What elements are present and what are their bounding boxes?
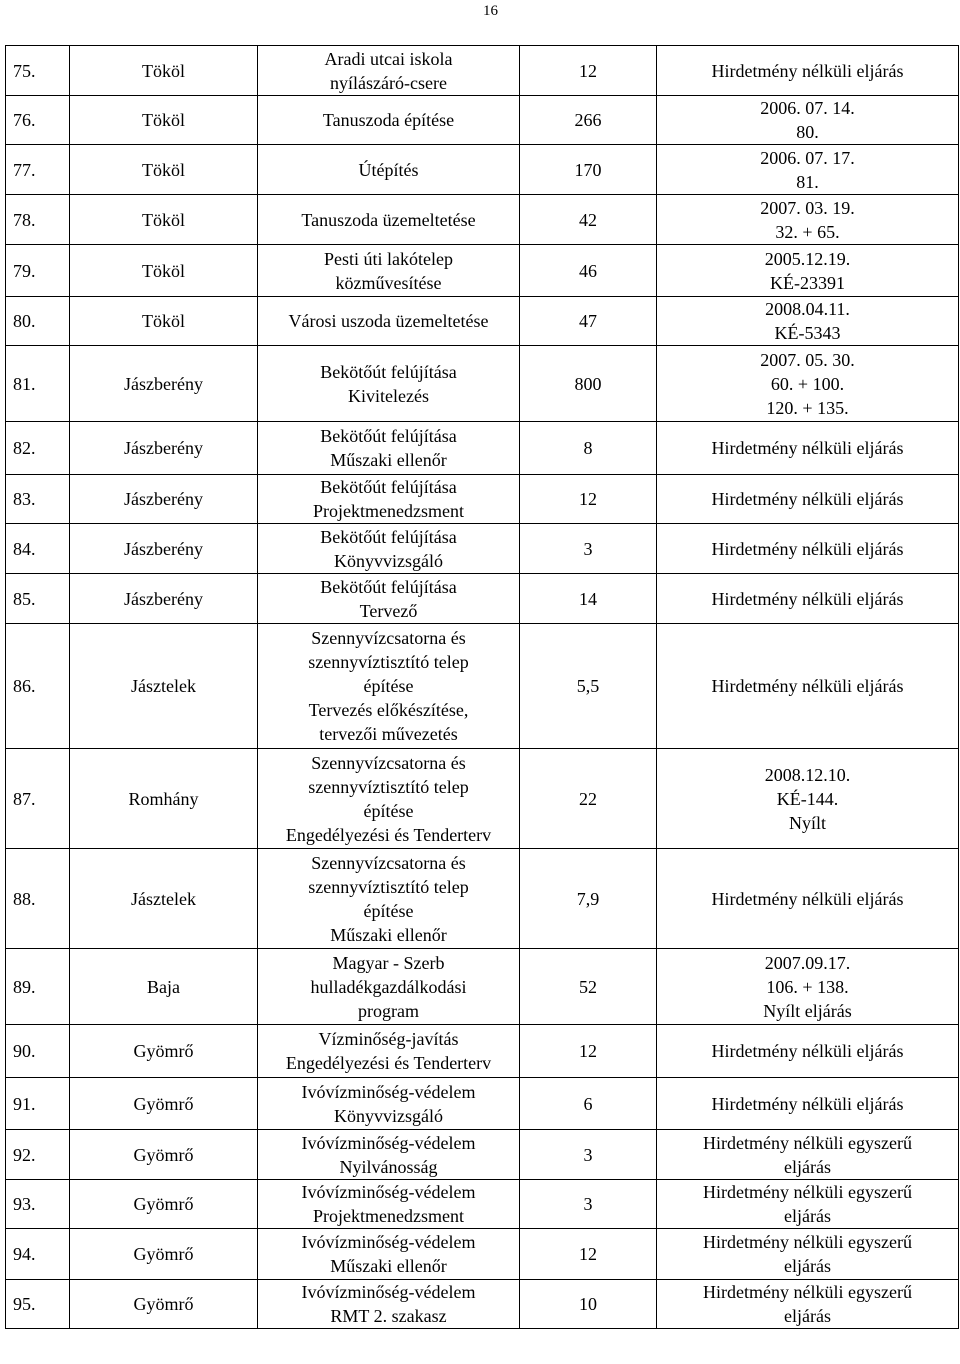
row-number: 81. [6,346,70,422]
task-cell: Ivóvízminőség-védelem Könyvvizsgáló [258,1078,520,1130]
table-row [6,849,959,949]
task-cell: Ivóvízminőség-védelem Projektmenedzsment [258,1180,520,1229]
table-row [6,1130,959,1180]
table-row [6,749,959,849]
procedure-cell: 2007. 05. 30. 60. + 100. 120. + 135. [657,346,959,422]
row-number: 84. [6,524,70,574]
row-number: 91. [6,1078,70,1130]
row-number: 90. [6,1025,70,1078]
row-number: 83. [6,475,70,524]
amount-cell: 42 [520,195,657,245]
procedure-cell: 2008.04.11. KÉ-5343 [657,297,959,346]
amount-cell: 3 [520,524,657,574]
table-row [6,195,959,245]
amount-cell: 12 [520,475,657,524]
task-cell: Szennyvízcsatorna és szennyvíztisztító telep építése Engedélyezési és Tenderterv [258,749,520,849]
task-cell: Pesti úti lakótelep közművesítése [258,245,520,297]
table-row [6,475,959,524]
row-number: 93. [6,1180,70,1229]
procedure-cell: Hirdetmény nélküli eljárás [657,849,959,949]
row-number: 89. [6,949,70,1025]
amount-cell: 47 [520,297,657,346]
row-number: 79. [6,245,70,297]
city-cell: Tököl [70,195,258,245]
row-number: 94. [6,1229,70,1280]
amount-cell: 7,9 [520,849,657,949]
table-row [6,1180,959,1229]
procedure-cell: Hirdetmény nélküli eljárás [657,475,959,524]
table-row [6,1280,959,1329]
amount-cell: 3 [520,1180,657,1229]
procurement-table [5,45,959,1329]
table-row [6,245,959,297]
task-cell: Bekötőút felújítása Könyvvizsgáló [258,524,520,574]
table-row [6,1229,959,1280]
procedure-cell: 2007.09.17. 106. + 138. Nyílt eljárás [657,949,959,1025]
row-number: 76. [6,96,70,145]
procedure-cell: 2006. 07. 17. 81. [657,145,959,195]
procedure-cell: Hirdetmény nélküli eljárás [657,1025,959,1078]
procedure-cell: 2005.12.19. KÉ-23391 [657,245,959,297]
city-cell: Tököl [70,245,258,297]
task-cell: Ivóvízminőség-védelem RMT 2. szakasz [258,1280,520,1329]
table-row [6,949,959,1025]
table-row [6,422,959,475]
amount-cell: 12 [520,1229,657,1280]
task-cell: Tanuszoda üzemeltetése [258,195,520,245]
table-row [6,145,959,195]
city-cell: Jászberény [70,475,258,524]
row-number: 75. [6,46,70,96]
task-cell: Aradi utcai iskola nyílászáró-csere [258,46,520,96]
table-body [6,46,959,1329]
amount-cell: 170 [520,145,657,195]
procedure-cell: Hirdetmény nélküli egyszerű eljárás [657,1180,959,1229]
procedure-cell: Hirdetmény nélküli eljárás [657,46,959,96]
table-row [6,524,959,574]
row-number: 88. [6,849,70,949]
row-number: 85. [6,574,70,624]
table-row [6,624,959,749]
row-number: 77. [6,145,70,195]
row-number: 82. [6,422,70,475]
row-number: 78. [6,195,70,245]
table-row [6,574,959,624]
amount-cell: 46 [520,245,657,297]
task-cell: Szennyvízcsatorna és szennyvíztisztító telep építése Tervezés előkészítése, tervezői művezetés [258,624,520,749]
task-cell: Városi uszoda üzemeltetése [258,297,520,346]
amount-cell: 10 [520,1280,657,1329]
city-cell: Gyömrő [70,1280,258,1329]
city-cell: Tököl [70,297,258,346]
amount-cell: 266 [520,96,657,145]
city-cell: Tököl [70,96,258,145]
procedure-cell: Hirdetmény nélküli egyszerű eljárás [657,1130,959,1180]
procedure-cell: 2006. 07. 14. 80. [657,96,959,145]
procedure-cell: Hirdetmény nélküli eljárás [657,1078,959,1130]
amount-cell: 22 [520,749,657,849]
procedure-cell: Hirdetmény nélküli eljárás [657,624,959,749]
amount-cell: 12 [520,46,657,96]
task-cell: Magyar - Szerb hulladékgazdálkodási program [258,949,520,1025]
table-row [6,96,959,145]
city-cell: Baja [70,949,258,1025]
task-cell: Bekötőút felújítása Kivitelezés [258,346,520,422]
amount-cell: 3 [520,1130,657,1180]
task-cell: Ivóvízminőség-védelem Nyilvánosság [258,1130,520,1180]
procedure-cell: 2008.12.10. KÉ-144. Nyílt [657,749,959,849]
task-cell: Ivóvízminőség-védelem Műszaki ellenőr [258,1229,520,1280]
procedure-cell: Hirdetmény nélküli eljárás [657,524,959,574]
page-number: 16 [483,3,498,19]
procedure-cell: Hirdetmény nélküli eljárás [657,422,959,475]
amount-cell: 12 [520,1025,657,1078]
city-cell: Gyömrő [70,1180,258,1229]
city-cell: Gyömrő [70,1229,258,1280]
city-cell: Tököl [70,46,258,96]
amount-cell: 8 [520,422,657,475]
procedure-cell: Hirdetmény nélküli eljárás [657,574,959,624]
amount-cell: 800 [520,346,657,422]
city-cell: Jászberény [70,574,258,624]
procedure-cell: Hirdetmény nélküli egyszerű eljárás [657,1280,959,1329]
city-cell: Gyömrő [70,1130,258,1180]
procedure-cell: 2007. 03. 19. 32. + 65. [657,195,959,245]
task-cell: Vízminőség-javítás Engedélyezési és Tenderterv [258,1025,520,1078]
city-cell: Tököl [70,145,258,195]
task-cell: Útépítés [258,145,520,195]
amount-cell: 14 [520,574,657,624]
procedure-cell: Hirdetmény nélküli egyszerű eljárás [657,1229,959,1280]
row-number: 86. [6,624,70,749]
city-cell: Gyömrő [70,1078,258,1130]
amount-cell: 52 [520,949,657,1025]
task-cell: Bekötőút felújítása Projektmenedzsment [258,475,520,524]
row-number: 95. [6,1280,70,1329]
table-row [6,1025,959,1078]
row-number: 80. [6,297,70,346]
row-number: 92. [6,1130,70,1180]
amount-cell: 6 [520,1078,657,1130]
task-cell: Bekötőút felújítása Tervező [258,574,520,624]
city-cell: Jászberény [70,346,258,422]
task-cell: Bekötőút felújítása Műszaki ellenőr [258,422,520,475]
row-number: 87. [6,749,70,849]
table-row [6,297,959,346]
table-row [6,1078,959,1130]
city-cell: Jásztelek [70,624,258,749]
city-cell: Jászberény [70,422,258,475]
city-cell: Gyömrő [70,1025,258,1078]
city-cell: Romhány [70,749,258,849]
table-row [6,46,959,96]
task-cell: Szennyvízcsatorna és szennyvíztisztító telep építése Műszaki ellenőr [258,849,520,949]
table-row [6,346,959,422]
city-cell: Jásztelek [70,849,258,949]
task-cell: Tanuszoda építése [258,96,520,145]
city-cell: Jászberény [70,524,258,574]
amount-cell: 5,5 [520,624,657,749]
